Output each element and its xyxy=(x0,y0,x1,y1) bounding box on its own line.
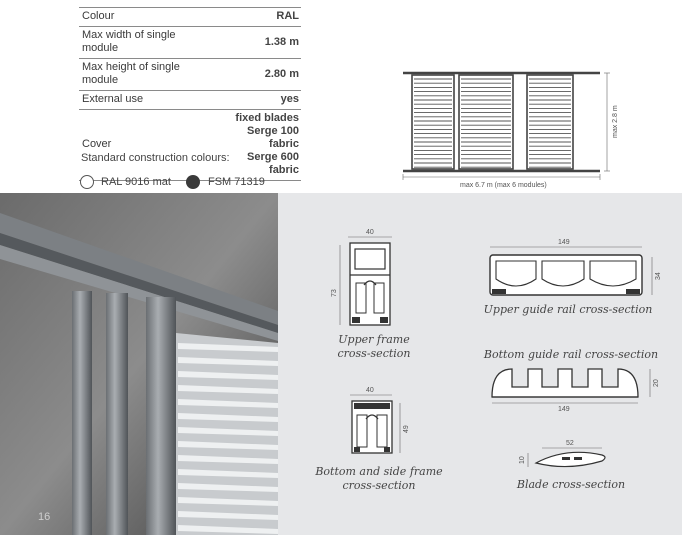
spec-value: RAL xyxy=(214,8,301,27)
bottom-rail-caption: Bottom guide rail cross-section xyxy=(483,348,659,361)
spec-row xyxy=(79,110,301,181)
bottom-rail-drawing xyxy=(486,363,676,413)
blade-width: 52 xyxy=(566,440,574,447)
upper-frame-caption xyxy=(314,333,434,361)
upper-rail-caption: Upper guide rail cross-section xyxy=(483,303,653,316)
bottom-rail-height: 20 xyxy=(653,379,660,387)
caption-line: Bottom and side frame xyxy=(315,465,443,478)
cross-sections-panel xyxy=(278,193,682,535)
colours-title: Standard construction colours: xyxy=(81,152,230,164)
bottom-frame-height: 49 xyxy=(403,425,410,433)
cover-option: Serge 100 fabric xyxy=(247,125,299,150)
blade-drawing xyxy=(514,439,624,473)
upper-rail-drawing xyxy=(486,235,676,301)
swatch-white xyxy=(80,175,94,189)
caption-line: Upper frame xyxy=(338,333,410,346)
blade-caption: Blade cross-section xyxy=(516,478,626,491)
upper-frame-drawing xyxy=(330,225,405,330)
upper-rail-width: 149 xyxy=(558,239,570,246)
swatch-dark xyxy=(186,175,200,189)
bottom-rail-width: 149 xyxy=(558,406,570,413)
page-number: 16 xyxy=(38,511,51,523)
spec-label: Max width of single module xyxy=(79,27,214,59)
cover-option: fixed blades xyxy=(235,112,299,124)
spec-value: 1.38 m xyxy=(214,27,301,59)
height-label: max 2.8 m xyxy=(612,105,619,138)
upper-frame-width: 40 xyxy=(366,229,374,236)
cover-option: Serge 600 fabric xyxy=(247,151,299,176)
spec-row xyxy=(79,8,301,27)
swatch-label: FSM 71319 xyxy=(208,176,265,188)
bottom-frame-drawing xyxy=(340,385,415,455)
photo-illustration xyxy=(0,193,278,535)
spec-value: 2.80 m xyxy=(214,59,301,91)
spec-value xyxy=(214,110,301,181)
caption-line: cross-section xyxy=(337,347,411,360)
spec-label: Colour xyxy=(79,8,214,27)
upper-frame-height: 73 xyxy=(331,289,338,297)
spec-label: Max height of single module xyxy=(79,59,214,91)
caption-line: cross-section xyxy=(342,479,416,492)
blade-height: 10 xyxy=(519,456,526,464)
swatch-label: RAL 9016 mat xyxy=(101,176,171,188)
spec-value: yes xyxy=(214,91,301,110)
product-photo xyxy=(0,193,278,535)
spec-row xyxy=(79,27,301,59)
bottom-frame-caption xyxy=(304,465,454,493)
width-label: max 6.7 m (max 6 modules) xyxy=(460,182,547,189)
spec-label: External use xyxy=(79,91,214,110)
upper-rail-height: 34 xyxy=(655,272,662,280)
spec-label: Cover xyxy=(79,110,214,181)
overview-drawing xyxy=(395,62,635,192)
spec-row xyxy=(79,91,301,110)
bottom-frame-width: 40 xyxy=(366,387,374,394)
spec-row xyxy=(79,59,301,91)
